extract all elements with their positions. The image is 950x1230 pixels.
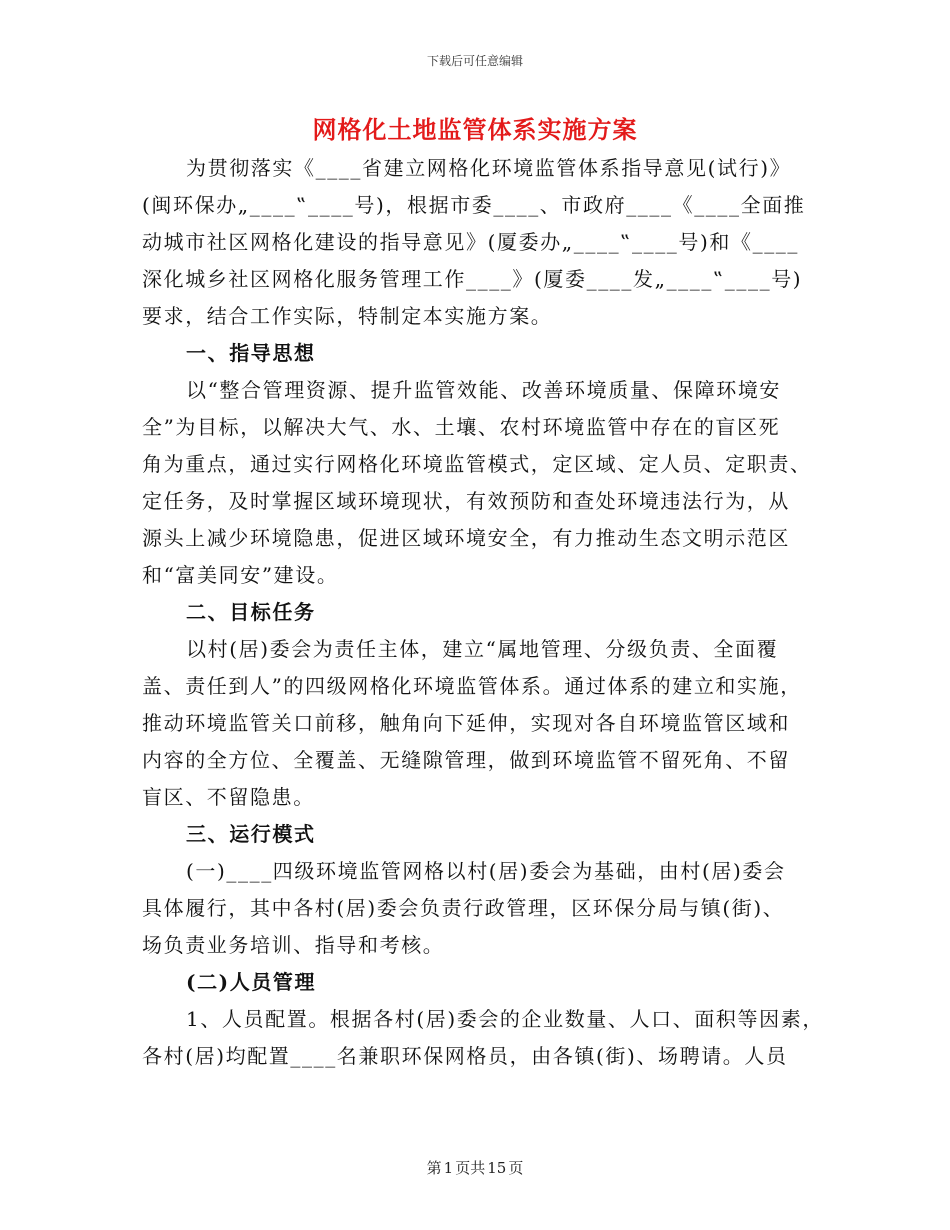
total-page-count: 15 bbox=[487, 1159, 507, 1177]
document-title: 网格化土地监管体系实施方案 bbox=[312, 115, 638, 144]
paragraph-line: (一)____四级环境监管网格以村(居)委会为基础，由村(居)委会 bbox=[186, 859, 786, 883]
paragraph-line: (闽环保办„____‟____号)，根据市委____、市政府____《____全面推 bbox=[142, 193, 806, 217]
section-heading: 三、运行模式 bbox=[186, 822, 316, 846]
paragraph-line: 源头上减少环境隐患，促进区域环境安全，有力推动生态文明示范区 bbox=[142, 526, 790, 550]
section-heading: 一、指导思想 bbox=[186, 341, 316, 365]
footer-suffix: 页 bbox=[508, 1159, 524, 1177]
paragraph-line: 场负责业务培训、指导和考核。 bbox=[142, 933, 445, 957]
subsection-heading: (二)人员管理 bbox=[186, 970, 317, 994]
footer-prefix: 第 bbox=[426, 1159, 442, 1177]
page-footer bbox=[0, 1157, 950, 1178]
paragraph-line: 各村(居)均配置____名兼职环保网格员，由各镇(街)、场聘请。人员 bbox=[142, 1044, 788, 1068]
page-header: 下载后可任意编辑 bbox=[426, 54, 523, 68]
paragraph-line: 以“整合管理资源、提升监管效能、改善环境质量、保障环境安 bbox=[186, 378, 782, 402]
section-heading: 二、目标任务 bbox=[186, 600, 316, 624]
paragraph-line: 推动环境监管关口前移，触角向下延伸，实现对各自环境监管区域和 bbox=[142, 711, 790, 735]
paragraph-line: 角为重点，通过实行网格化环境监管模式，定区域、定人员、定职责、 bbox=[142, 452, 812, 476]
paragraph-line: 定任务，及时掌握区域环境现状，有效预防和查处环境违法行为，从 bbox=[142, 489, 790, 513]
paragraph-line: 要求，结合工作实际，特制定本实施方案。 bbox=[142, 304, 553, 328]
footer-middle: 页共 bbox=[455, 1159, 486, 1177]
paragraph-line: 深化城乡社区网格化服务管理工作____》(厦委____发„____‟____号) bbox=[142, 267, 803, 291]
current-page-number: 1 bbox=[443, 1159, 454, 1177]
paragraph-line: 内容的全方位、全覆盖、无缝隙管理，做到环境监管不留死角、不留 bbox=[142, 748, 790, 772]
paragraph-line: 盖、责任到人”的四级网格化环境监管体系。通过体系的建立和实施， bbox=[142, 674, 802, 698]
paragraph-line: 盲区、不留隐患。 bbox=[142, 785, 315, 809]
paragraph-line: 1、人员配置。根据各村(居)委会的企业数量、人口、面积等因素， bbox=[186, 1007, 824, 1031]
paragraph-line: 全”为目标，以解决大气、水、土壤、农村环境监管中存在的盲区死 bbox=[142, 415, 781, 439]
paragraph-line: 为贯彻落实《____省建立网格化环境监管体系指导意见(试行)》 bbox=[186, 156, 792, 180]
paragraph-line: 和“富美同安”建设。 bbox=[142, 563, 339, 587]
paragraph-line: 动城市社区网格化建设的指导意见》(厦委办„____‟____号)和《____ bbox=[142, 230, 799, 254]
document-body bbox=[142, 150, 824, 1075]
paragraph-line: 具体履行，其中各村(居)委会负责行政管理，区环保分局与镇(街)、 bbox=[142, 896, 785, 920]
paragraph-line: 以村(居)委会为责任主体，建立“属地管理、分级负责、全面覆 bbox=[186, 637, 779, 661]
